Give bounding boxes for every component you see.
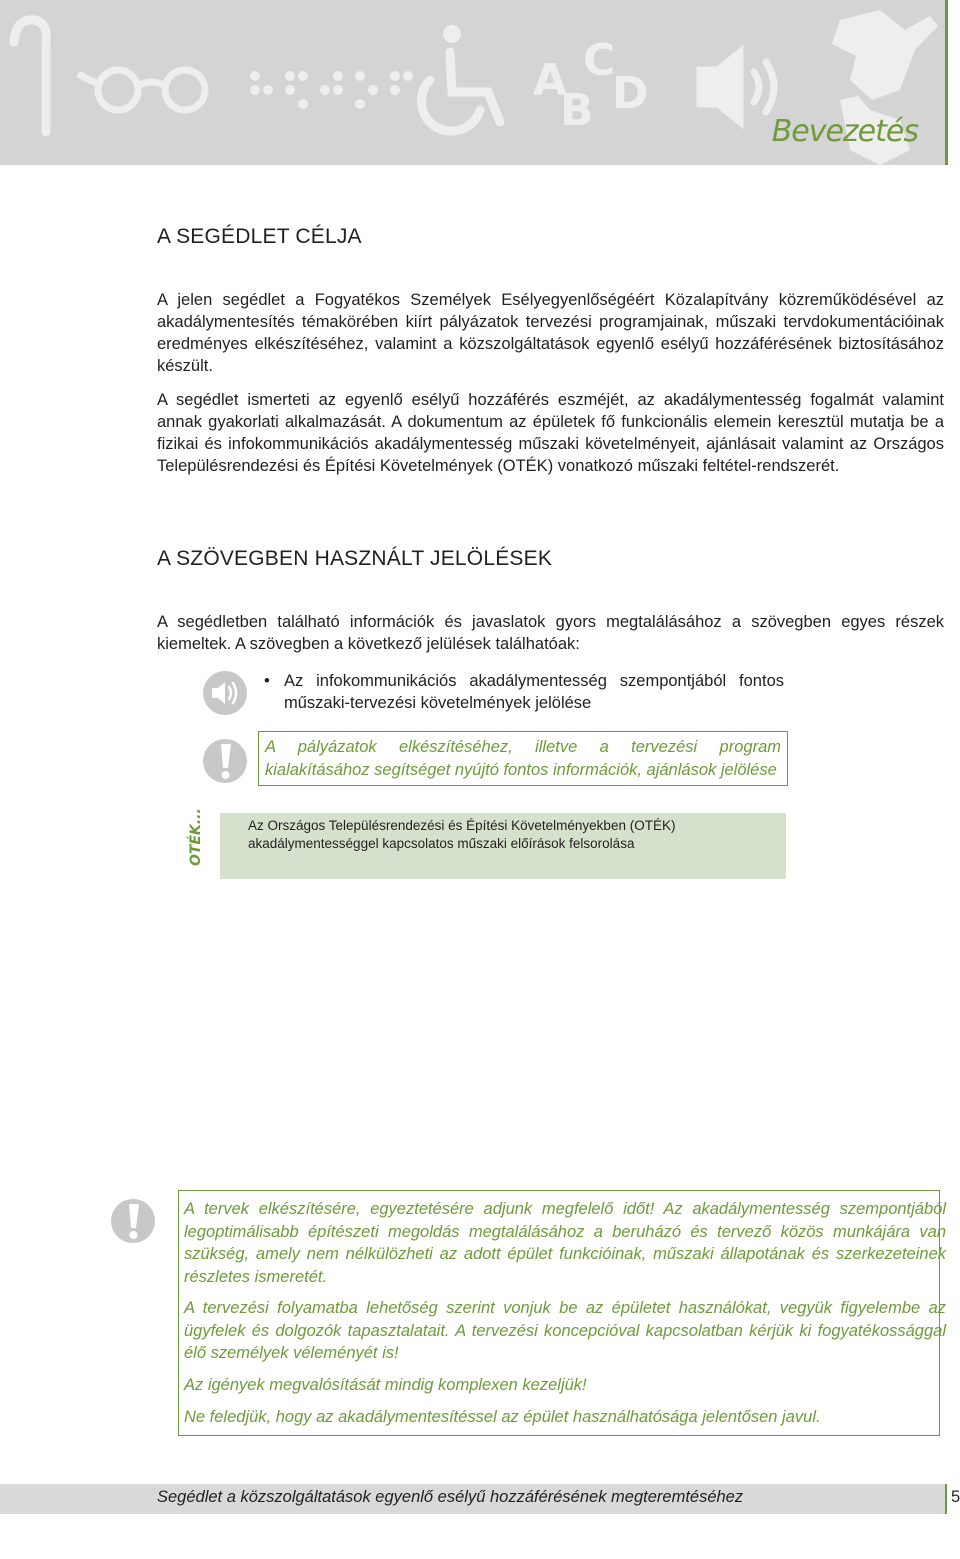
markings-intro: A segédletben található információk és javaslatok gyors megtalálásához a szövegben egyes részek kiemeltek. A szövegben a következő jelülések találhatóak: — [157, 613, 944, 653]
speaker-icon — [700, 52, 774, 122]
otek-legend-line-1: Az Országos Településrendezési és Építési Követelményekben (OTÉK) — [248, 818, 676, 833]
svg-text:A: A — [533, 55, 568, 106]
note-paragraph-3: Az igények megvalósítását mindig komplexen kezeljük! — [184, 1376, 587, 1394]
cane-icon — [14, 20, 46, 132]
legend-infocomm-text: Az infokommunikációs akadálymentesség szempontjából fontos műszaki-tervezési követelmények jelölése — [284, 672, 784, 712]
abcd-letters-icon — [533, 35, 649, 136]
page-number: 5 — [951, 1488, 960, 1506]
otek-label: OTÉK... — [188, 808, 204, 866]
speaker-icon — [202, 670, 248, 716]
svg-text:C: C — [583, 35, 616, 86]
exclamation-icon — [110, 1198, 156, 1244]
section-heading-purpose: A SEGÉDLET CÉLJA — [157, 225, 362, 248]
braille-icon — [250, 71, 413, 109]
otek-legend-box — [220, 813, 786, 879]
note-paragraph-4: Ne feledjük, hogy az akadálymentesítéssel az épület használhatósága jelentősen javul. — [184, 1408, 821, 1426]
wheelchair-icon — [421, 25, 500, 131]
note-paragraph-2: A tervezési folyamatba lehetőség szerint vonjuk be az épületet használókat, vegyük figyelembe az ügyfelek és dolgozók tapasztalatait. A tervezési koncepcióval kapcsolatban kérjük ki fogyatékossággal élő személyek véleményét is! — [184, 1299, 946, 1362]
svg-text:D: D — [612, 68, 649, 119]
footer-separator — [945, 1484, 947, 1514]
section-tag: Bevezetés — [771, 114, 918, 149]
header-accent-line — [945, 0, 948, 165]
footer-title: Segédlet a közszolgáltatások egyenlő esélyű hozzáférésének megteremtéséhez — [157, 1488, 744, 1506]
purpose-paragraph-2: A segédlet ismerteti az egyenlő esélyű hozzáférés eszméjét, az akadálymentesség fogalmát valamint annak gyakorlati alkalmazását. A dokumentum az épületek fő funkcionális elemein keresztül mutatja be a fizikai és infokommunikációs akadálymentesség műszaki követelményeit, ajánlásait valamint az Országos Településrendezési és Építési Követelmények (OTÉK) vonatkozó műszaki feltétel-rendszerét. — [157, 391, 944, 475]
legend-infocomm — [264, 670, 784, 714]
svg-text:B: B — [560, 85, 594, 136]
exclamation-icon — [202, 738, 248, 784]
bullet-icon: • — [264, 672, 270, 690]
glasses-icon — [78, 70, 205, 110]
otek-legend-line-2: akadálymentességgel kapcsolatos műszaki előírások felsorolása — [248, 836, 635, 851]
note-paragraph-1: A tervek elkészítésére, egyeztetésére adjunk megfelelő időt! Az akadálymentesség szempontjából legoptimálisabb építészeti megoldás megtalálásához a beruházó és tervező közös munkájára van szükség, amely nem nélkülözheti az adott épület funkcióinak, műszaki állapotának és szerkezeteinek részletes ismeretét. — [184, 1200, 946, 1286]
important-note-box — [178, 1190, 946, 1436]
purpose-paragraph-1: A jelen segédlet a Fogyatékos Személyek Esélyegyenlőségéért Közalapítvány közreműködésével az akadálymentesítés témakörében kiírt pályázatok tervezési programjainak, műszaki tervdokumentációinak eredményes elkészítéséhez, valamint a közszolgáltatások egyenlő esélyű hozzáférésének biztosításához készült. — [157, 291, 944, 375]
otek-legend-text — [248, 817, 768, 853]
section-heading-markings: A SZÖVEGBEN HASZNÁLT JELÖLÉSEK — [157, 547, 553, 570]
legend-tips-box — [258, 731, 788, 786]
legend-tips-text: A pályázatok elkészítéséhez, illetve a tervezési program kialakításához segítséget nyújtó fontos információk, ajánlások jelölése — [265, 738, 781, 779]
